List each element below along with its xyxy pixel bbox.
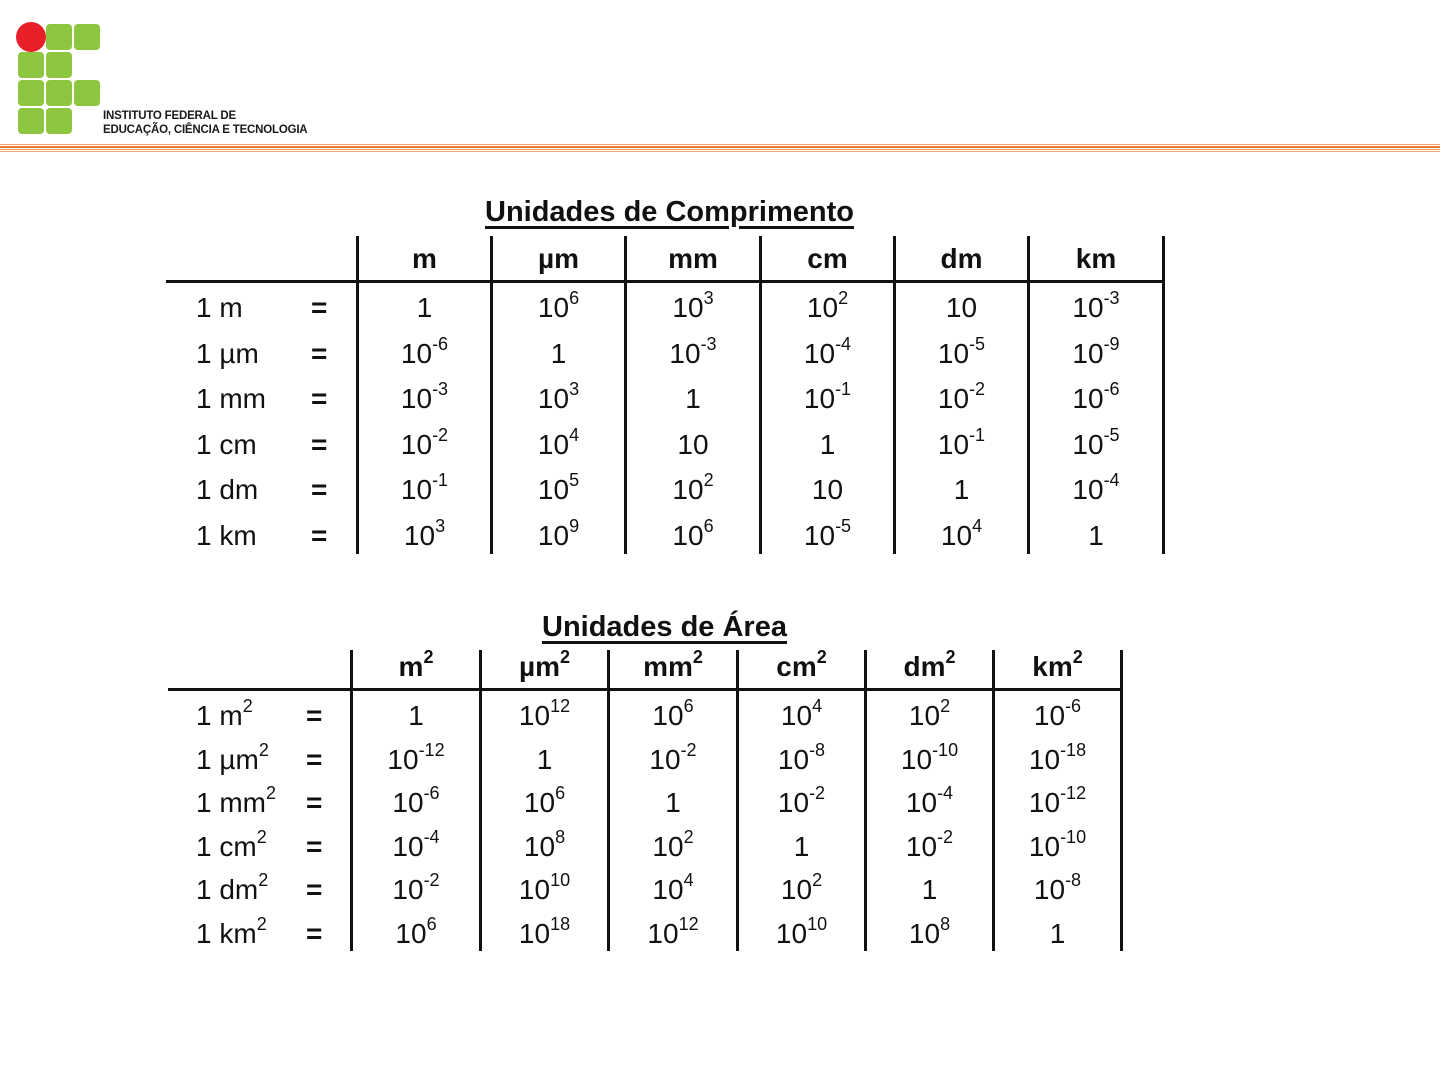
value-exponent: 2: [692, 647, 703, 667]
value-exponent: 2: [256, 914, 267, 934]
logo-square: [46, 24, 72, 50]
value-base: 10: [780, 874, 813, 906]
table-cell: [610, 787, 736, 819]
table-cell: [867, 696, 992, 732]
table-cell: [739, 696, 864, 732]
value-base: 10: [672, 474, 704, 505]
value-exponent: -1: [969, 424, 986, 445]
table-cell: [627, 383, 759, 415]
value-base: 10: [1033, 874, 1066, 906]
row-label: [196, 696, 253, 732]
table-cell: [482, 744, 607, 776]
value-exponent: -5: [835, 515, 852, 536]
value-base: 10: [777, 787, 810, 819]
table-cell: [610, 914, 736, 950]
value-base: km: [1075, 243, 1117, 274]
value-base: 10: [905, 830, 938, 862]
value-base: 1: [550, 337, 567, 369]
table-cell: [995, 696, 1120, 732]
table-cell: [493, 379, 624, 415]
equals-sign: =: [311, 337, 328, 369]
value-base: m: [398, 651, 424, 682]
value-exponent: -1: [835, 379, 852, 399]
value-base: 10: [537, 292, 570, 323]
value-exponent: -4: [1103, 470, 1120, 490]
institution-name: [103, 109, 307, 137]
table-cell: [762, 333, 893, 370]
value-base: 1 mm: [196, 383, 266, 414]
value-base: 10: [537, 474, 570, 505]
header-divider: [0, 144, 1440, 155]
column-rule: [1162, 236, 1165, 554]
value-base: 10: [672, 292, 704, 323]
value-base: 10: [392, 787, 424, 819]
table-cell: [353, 783, 479, 819]
value-exponent: -2: [809, 783, 826, 804]
value-base: µm: [518, 651, 560, 682]
column-header: [493, 243, 624, 275]
value-base: 10: [677, 428, 709, 460]
value-base: 10: [649, 743, 681, 775]
value-base: 10: [937, 383, 970, 414]
value-exponent: 9: [569, 515, 580, 536]
table-cell: [995, 739, 1120, 776]
value-base: 10: [652, 830, 684, 862]
value-exponent: 2: [812, 870, 823, 891]
value-base: km: [1032, 651, 1073, 682]
value-exponent: -2: [969, 379, 986, 399]
value-base: 10: [1028, 743, 1061, 775]
table-cell: [1030, 424, 1162, 461]
header-rule: [168, 688, 1120, 691]
table-cell: [1030, 288, 1162, 324]
value-exponent: 2: [945, 647, 956, 667]
table-cell: [1030, 520, 1162, 552]
table-cell: [995, 870, 1120, 906]
value-exponent: 2: [683, 826, 694, 847]
value-base: 1 mm: [196, 787, 266, 819]
row-label: [196, 826, 267, 863]
value-exponent: -4: [937, 783, 954, 804]
value-base: 1: [953, 474, 970, 505]
value-base: 10: [775, 918, 808, 949]
row-label: [196, 914, 267, 950]
value-base: 10: [400, 383, 433, 414]
value-base: 10: [387, 743, 419, 775]
institute-logo: [16, 22, 102, 136]
value-exponent: 12: [550, 696, 571, 716]
table-cell: [762, 429, 893, 461]
value-exponent: -2: [423, 870, 440, 891]
column-header: [867, 647, 992, 683]
table-cell: [359, 333, 490, 370]
table-cell: [627, 288, 759, 324]
table-cell: [867, 874, 992, 906]
value-exponent: 2: [703, 470, 714, 490]
value-exponent: 4: [812, 696, 823, 716]
value-base: 1: [536, 743, 553, 775]
table-cell: [493, 424, 624, 461]
equals-sign: =: [311, 292, 328, 323]
value-exponent: -6: [1065, 696, 1082, 716]
value-base: cm: [807, 243, 848, 274]
value-exponent: 2: [258, 870, 269, 891]
value-base: 10: [400, 428, 433, 460]
value-base: 10: [940, 519, 973, 551]
value-base: 10: [1028, 787, 1061, 819]
table-cell: [896, 424, 1027, 461]
value-base: 1: [665, 787, 681, 819]
value-exponent: 6: [555, 783, 566, 804]
value-exponent: 8: [555, 826, 566, 847]
value-exponent: -10: [932, 739, 959, 760]
table-cell: [1030, 379, 1162, 415]
equals-sign: =: [306, 700, 323, 731]
logo-square: [18, 80, 44, 106]
value-base: 10: [537, 519, 570, 551]
value-base: mm: [668, 243, 718, 274]
value-base: 10: [1072, 292, 1104, 323]
row-label: [196, 383, 266, 415]
table-cell: [739, 914, 864, 950]
value-exponent: 4: [569, 424, 580, 445]
table-cell: [482, 783, 607, 819]
row-label: [196, 292, 243, 324]
institution-line-2: EDUCAÇÃO, CIÊNCIA E TECNOLOGIA: [103, 124, 308, 136]
table-cell: [739, 870, 864, 906]
value-exponent: 2: [423, 647, 434, 667]
value-exponent: 3: [703, 288, 714, 308]
value-exponent: -3: [1103, 288, 1120, 308]
value-exponent: -2: [432, 424, 449, 445]
row-label: [196, 338, 259, 370]
value-base: 10: [1028, 830, 1061, 862]
value-base: dm: [903, 651, 946, 682]
value-exponent: -3: [432, 379, 449, 399]
value-base: 10: [803, 337, 836, 369]
table-cell: [493, 288, 624, 324]
value-base: 10: [523, 787, 556, 819]
table-cell: [482, 870, 607, 906]
table-title: Unidades de Área: [542, 611, 787, 643]
value-exponent: 10: [807, 914, 828, 934]
value-exponent: -18: [1060, 739, 1087, 760]
value-exponent: 2: [256, 826, 267, 847]
logo-square: [18, 108, 44, 134]
equals-sign: =: [306, 787, 323, 819]
value-base: 10: [518, 918, 551, 949]
value-base: 10: [811, 474, 844, 505]
value-base: 10: [523, 830, 556, 862]
value-exponent: -3: [700, 333, 717, 354]
value-exponent: 3: [435, 515, 446, 536]
value-exponent: 2: [816, 647, 827, 667]
logo-square: [46, 80, 72, 106]
table-cell: [482, 696, 607, 732]
value-exponent: -2: [680, 739, 697, 760]
header-rule: [166, 280, 1162, 283]
column-header: [896, 243, 1027, 275]
table-cell: [627, 470, 759, 506]
value-base: 10: [806, 292, 839, 323]
column-header: [359, 243, 490, 275]
value-base: cm: [776, 651, 817, 682]
value-base: 10: [1072, 337, 1104, 369]
value-exponent: 6: [569, 288, 580, 308]
value-exponent: -12: [418, 739, 445, 760]
table-cell: [762, 379, 893, 415]
value-exponent: 4: [972, 515, 983, 536]
table-cell: [359, 379, 490, 415]
equals-sign: =: [311, 428, 328, 460]
column-header: [610, 647, 736, 683]
table-cell: [867, 914, 992, 950]
table-cell: [896, 292, 1027, 324]
value-base: 10: [1072, 383, 1104, 414]
table-cell: [610, 696, 736, 732]
value-base: 10: [669, 337, 701, 369]
value-exponent: 2: [560, 647, 571, 667]
table-cell: [482, 826, 607, 863]
table-cell: [1030, 333, 1162, 370]
value-exponent: 4: [683, 870, 694, 891]
logo-square: [74, 80, 100, 106]
value-base: 1 m: [196, 700, 243, 731]
column-header: [739, 647, 864, 683]
value-base: 10: [1072, 428, 1104, 460]
value-base: 1 km: [196, 918, 257, 949]
value-base: mm: [643, 651, 693, 682]
value-base: 1: [819, 428, 836, 460]
value-base: 10: [403, 519, 436, 551]
table-cell: [995, 826, 1120, 863]
equals-sign: =: [306, 743, 323, 775]
value-base: 10: [518, 874, 551, 906]
table-cell: [610, 739, 736, 776]
value-base: 10: [392, 874, 424, 906]
column-rule: [1120, 650, 1123, 951]
value-exponent: 6: [703, 515, 714, 536]
logo-square: [18, 52, 44, 78]
value-base: 10: [537, 428, 570, 460]
value-base: 10: [900, 743, 933, 775]
row-label: [196, 429, 257, 461]
table-cell: [359, 424, 490, 461]
value-base: 1: [416, 292, 433, 323]
value-base: 1: [685, 383, 701, 414]
equals-sign: =: [306, 830, 323, 862]
column-header: [627, 243, 759, 275]
value-base: 1 µm: [196, 337, 259, 369]
column-header: [1030, 243, 1162, 275]
value-exponent: 5: [569, 470, 580, 490]
row-label: [196, 520, 257, 552]
value-exponent: 2: [838, 288, 849, 308]
value-exponent: -6: [1103, 379, 1120, 399]
column-header: [482, 647, 607, 683]
table-cell: [739, 831, 864, 863]
value-base: 1 µm: [196, 743, 259, 775]
table-cell: [359, 470, 490, 506]
value-exponent: -2: [937, 826, 954, 847]
table-title: Unidades de Comprimento: [485, 196, 854, 228]
table-cell: [896, 379, 1027, 415]
value-base: 1 dm: [196, 874, 259, 906]
table-cell: [353, 826, 479, 863]
value-exponent: 18: [550, 914, 571, 934]
value-base: µm: [537, 243, 580, 274]
value-exponent: -9: [1103, 333, 1120, 354]
table-cell: [995, 918, 1120, 950]
table-cell: [610, 826, 736, 863]
table-cell: [627, 429, 759, 461]
value-base: 10: [672, 519, 704, 551]
equals-sign: =: [311, 519, 328, 551]
value-exponent: -6: [432, 333, 449, 354]
value-base: 10: [392, 830, 424, 862]
value-base: 10: [908, 918, 941, 949]
value-exponent: -6: [423, 783, 440, 804]
value-exponent: 2: [242, 696, 253, 716]
table-cell: [610, 870, 736, 906]
value-exponent: -4: [423, 826, 440, 847]
value-base: 1 cm: [196, 830, 257, 862]
equals-sign: =: [311, 383, 328, 414]
column-header: [995, 647, 1120, 683]
table-cell: [739, 739, 864, 776]
value-base: 1: [1088, 519, 1104, 551]
value-base: 1: [921, 874, 938, 906]
value-base: 10: [803, 519, 836, 551]
institution-line-1: INSTITUTO FEDERAL DE: [103, 110, 236, 122]
value-exponent: 6: [683, 696, 694, 716]
row-label: [196, 739, 269, 776]
value-base: 1 km: [196, 519, 257, 551]
value-base: 10: [395, 918, 427, 949]
value-exponent: -10: [1060, 826, 1087, 847]
row-label: [196, 783, 277, 819]
value-exponent: -8: [809, 739, 826, 760]
table-cell: [762, 288, 893, 324]
value-exponent: -12: [1060, 783, 1087, 804]
table-cell: [353, 700, 479, 732]
value-exponent: -4: [835, 333, 852, 354]
row-label: [196, 474, 258, 506]
table-cell: [627, 515, 759, 552]
logo-red-dot: [16, 22, 46, 52]
value-base: 10: [1033, 700, 1066, 731]
value-exponent: 2: [940, 696, 951, 716]
value-exponent: -5: [1103, 424, 1120, 445]
table-cell: [359, 292, 490, 324]
table-cell: [896, 515, 1027, 552]
table-cell: [353, 739, 479, 776]
table-cell: [1030, 470, 1162, 506]
table-cell: [493, 515, 624, 552]
value-base: 10: [647, 918, 679, 949]
value-base: 10: [652, 874, 684, 906]
equals-sign: =: [306, 918, 323, 949]
table-cell: [353, 870, 479, 906]
column-header: [762, 243, 893, 275]
value-base: 1: [793, 830, 810, 862]
value-base: 10: [777, 743, 810, 775]
value-base: 10: [803, 383, 836, 414]
table-cell: [739, 783, 864, 819]
table-cell: [896, 333, 1027, 370]
table-cell: [353, 914, 479, 950]
table-cell: [493, 338, 624, 370]
value-base: dm: [940, 243, 983, 274]
value-exponent: -8: [1065, 870, 1082, 891]
value-exponent: -1: [432, 470, 449, 490]
table-cell: [762, 515, 893, 552]
equals-sign: =: [311, 474, 328, 505]
value-base: 10: [945, 292, 978, 323]
value-base: 10: [937, 428, 970, 460]
table-cell: [493, 470, 624, 506]
logo-square: [46, 108, 72, 134]
table-cell: [896, 474, 1027, 506]
value-base: 10: [518, 700, 551, 731]
table-cell: [359, 515, 490, 552]
value-exponent: 2: [258, 739, 269, 760]
table-cell: [995, 783, 1120, 819]
value-exponent: 6: [426, 914, 437, 934]
value-base: 10: [537, 383, 570, 414]
table-cell: [867, 783, 992, 819]
value-base: 1 m: [196, 292, 243, 323]
table-cell: [627, 333, 759, 370]
value-base: 10: [400, 474, 433, 505]
table-cell: [867, 739, 992, 776]
value-base: 10: [1072, 474, 1104, 505]
value-exponent: 3: [569, 379, 580, 399]
value-exponent: 2: [1072, 647, 1083, 667]
table-cell: [482, 914, 607, 950]
value-base: 10: [652, 700, 684, 731]
value-base: 10: [908, 700, 941, 731]
value-base: 10: [905, 787, 938, 819]
logo-square: [46, 52, 72, 78]
value-base: 1 dm: [196, 474, 259, 505]
value-exponent: 10: [550, 870, 571, 891]
table-cell: [762, 474, 893, 506]
column-header: [353, 647, 479, 683]
value-exponent: 2: [266, 783, 277, 804]
table-cell: [867, 826, 992, 863]
value-exponent: 12: [678, 914, 699, 934]
value-base: m: [412, 243, 437, 274]
logo-square: [74, 24, 100, 50]
row-label: [196, 870, 269, 906]
equals-sign: =: [306, 874, 323, 906]
value-base: 10: [780, 700, 813, 731]
value-base: 10: [400, 337, 433, 369]
value-base: 1: [1049, 918, 1066, 949]
value-base: 1: [408, 700, 424, 731]
value-base: 1 cm: [196, 428, 257, 460]
value-exponent: -5: [969, 333, 986, 354]
value-base: 10: [937, 337, 970, 369]
value-exponent: 8: [940, 914, 951, 934]
